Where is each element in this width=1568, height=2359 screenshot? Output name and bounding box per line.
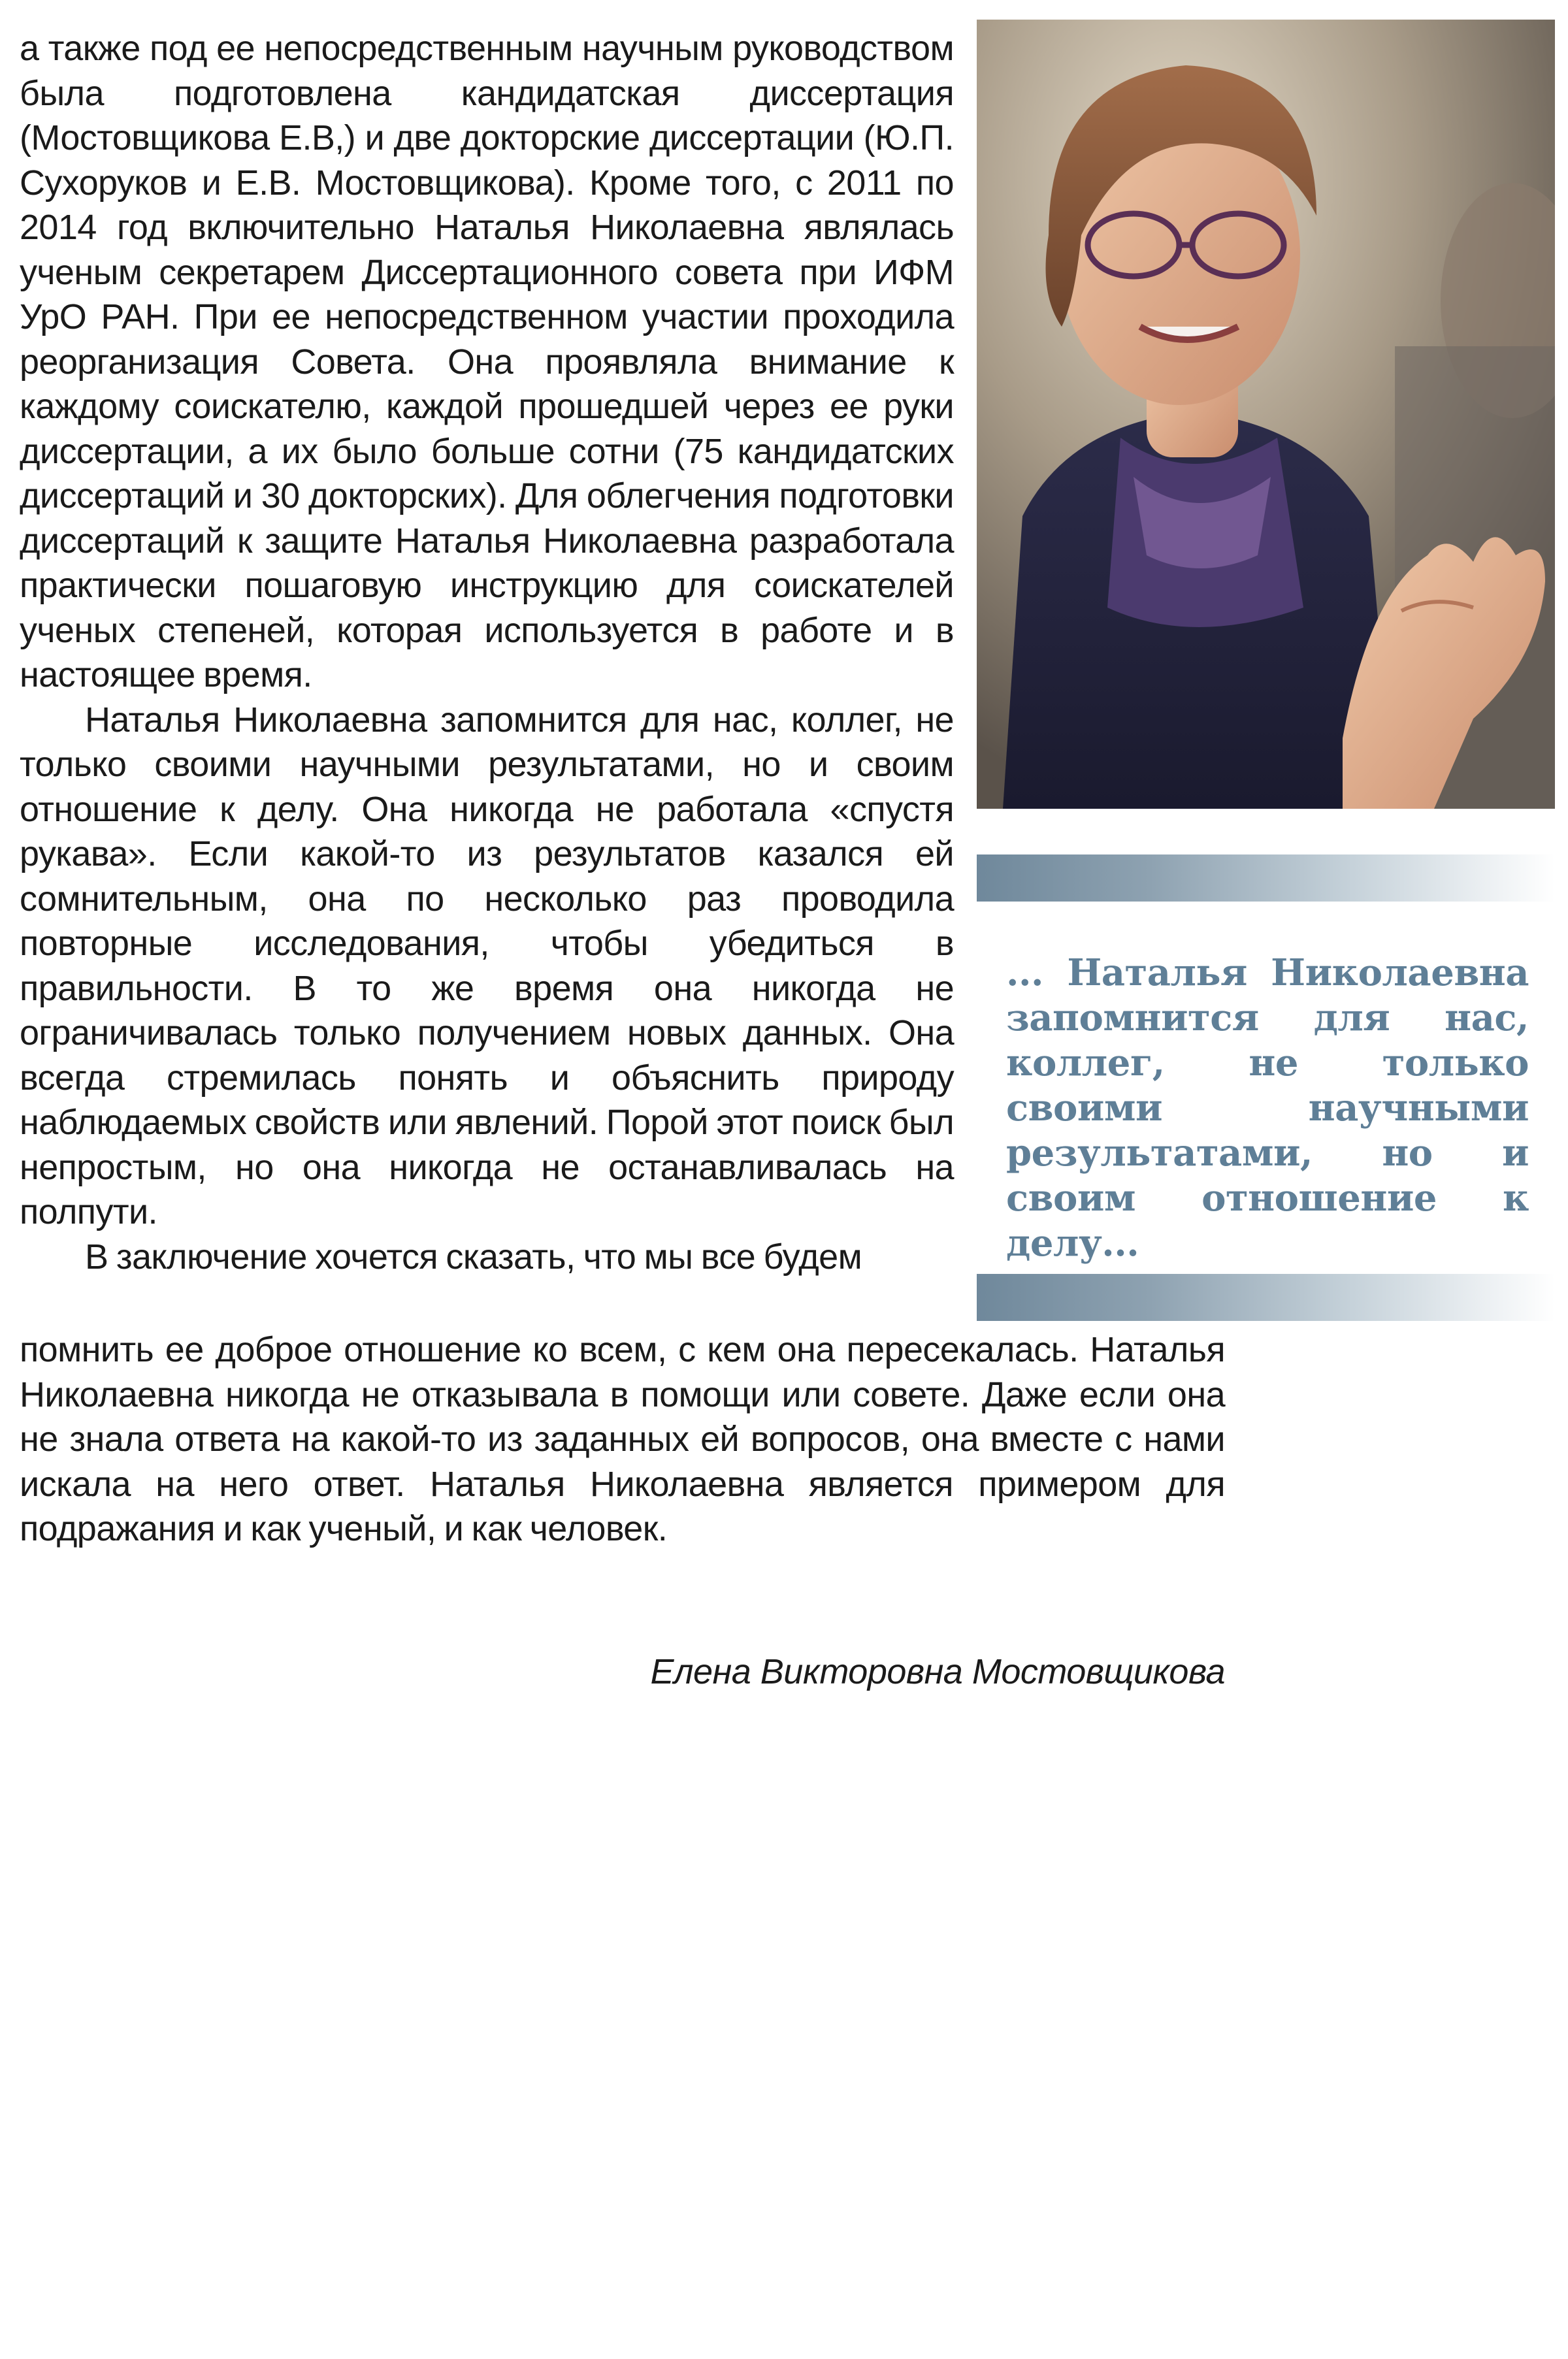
- pull-quote: ... Наталья Николаевна запомнится для нас, коллег, не только своими научными результатами, но и своим отношение к делу...: [1006, 951, 1529, 1265]
- article-paragraph-1: а также под ее непосредственным научным руководством была подготовлена кандидатская диссертация (Мостовщикова Е.В,) и две докторские диссертации (Ю.П. Сухоруков и Е.В. Мостовщикова). Кроме того, с 2011 по 2014 год включительно Наталья Николаевна являлась ученым секретарем Диссертационного совета при ИФМ УрО РАН. При ее непосредственном участии проходила реорганизация Совета. Она проявляла внимание к каждому соискателю, каждой прошедшей через ее руки диссертации, а их было больше сотни (75 кандидатских диссертаций и 30 докторских). Для облегчения подготовки диссертаций к защите Наталья Николаевна разработала практически пошаговую инструкцию для соискателей ученых степеней, которая используется в работе и в настоящее время.: [20, 29, 954, 694]
- portrait-illustration: [977, 20, 1555, 809]
- article-paragraph-2: Наталья Николаевна запомнится для нас, коллег, не только своими научными результатами, но и своим отношение к делу. Она никогда не работала «спустя рукава». Если какой-то из результатов казался ей сомнительным, она по несколько раз проводила повторные исследования, чтобы убедиться в правильности. В то же время она никогда не ограничивалась только получением новых данных. Она всегда стремилась понять и объяснить природу наблюдаемых свойств или явлений. Порой этот поиск был непростым, но она никогда не останавливалась на полпути.: [20, 700, 954, 1231]
- quote-bar-bottom: [977, 1274, 1555, 1321]
- author-signature: Елена Викторовна Мостовщикова: [650, 1652, 1225, 1691]
- portrait-photo: [977, 20, 1555, 809]
- quote-bar-top: [977, 854, 1555, 902]
- article-wide-block: [20, 1327, 1225, 1552]
- article-paragraph-3-rest: помнить ее доброе отношение ко всем, с кем она пересекалась. Наталья Николаевна никогда не отказывала в помощи или совете. Даже если она не знала ответа на какой-то из заданных ей вопросов, она вместе с нами искала на него ответ. Наталья Николаевна является примером для подражания и как ученый, и как человек.: [20, 1330, 1225, 1548]
- article-paragraph-3-start: В заключение хочется сказать, что мы все будем: [85, 1237, 862, 1277]
- article-column: [20, 26, 954, 1279]
